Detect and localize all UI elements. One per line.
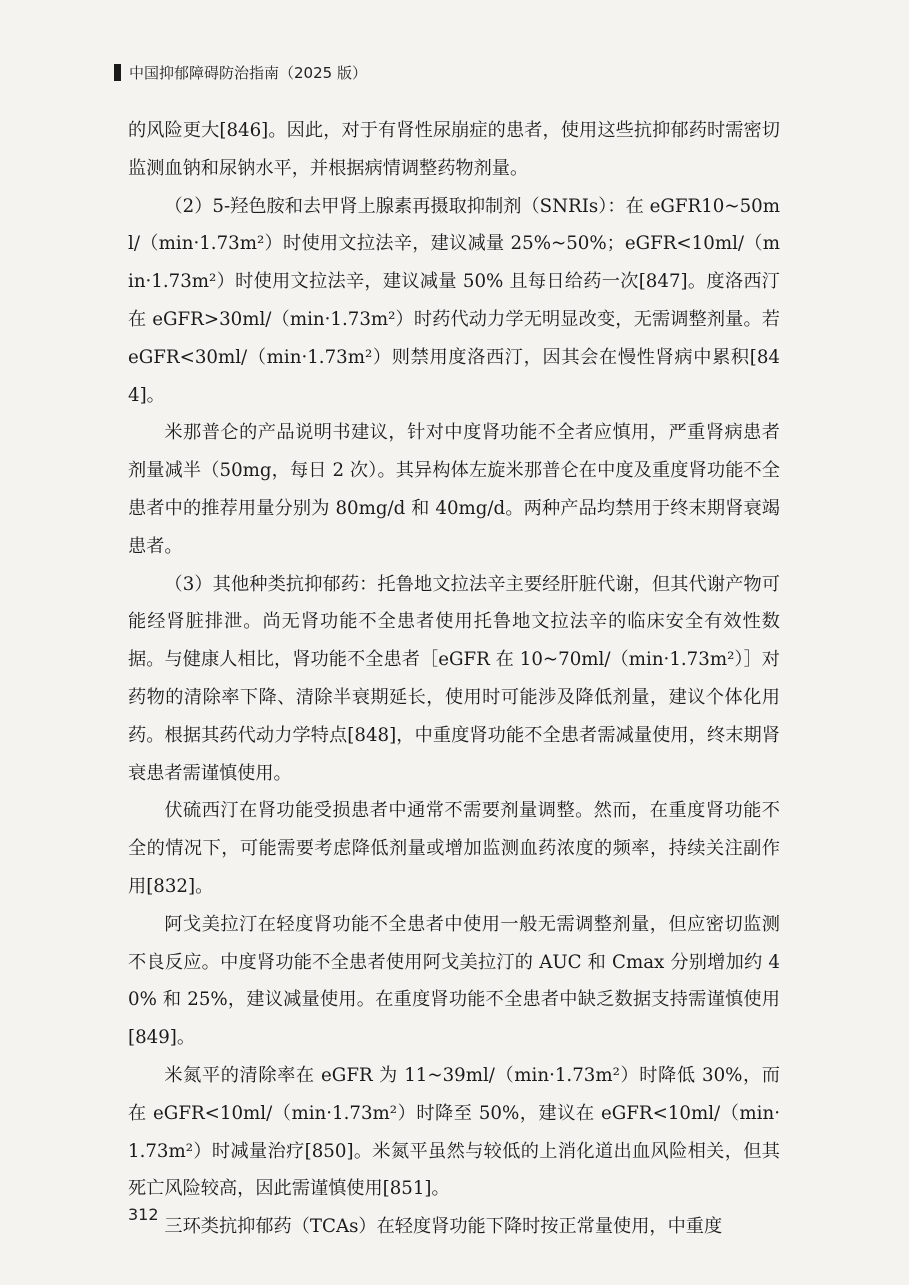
body-text	[128, 112, 780, 1246]
paragraph: 三环类抗抑郁药（TCAs）在轻度肾功能下降时按正常量使用，中重度	[164, 1216, 723, 1238]
header-title: 中国抑郁障碍防治指南（2025 版）	[129, 64, 367, 82]
paragraph: 伏硫西汀在肾功能受损患者中通常不需要剂量调整。然而，在重度肾功能不全的情况下，可能需要考虑降低剂量或增加监测血药浓度的频率，持续关注副作用[832]。	[128, 800, 780, 897]
paragraph: （2）5-羟色胺和去甲肾上腺素再摄取抑制剂（SNRIs）：在 eGFR10~50ml/（min·1.73m²）时使用文拉法辛，建议减量 25%~50%；eGFR<10ml/（min·1.73m²）时使用文拉法辛，建议减量 50% 且每日给药一次[847]。度洛西汀在 eGFR>30ml/（min·1.73m²）时药代动力学无明显改变，无需调整剂量。若 eGFR<30ml/（min·1.73m²）则禁用度洛西汀，因其会在慢性肾病中累积[844]。	[128, 195, 780, 406]
paragraph: 米氮平的清除率在 eGFR 为 11~39ml/（min·1.73m²）时降低 30%，而在 eGFR<10ml/（min·1.73m²）时降至 50%，建议在 eGFR<10ml/（min·1.73m²）时减量治疗[850]。米氮平虽然与较低的上消化道出血风险相关，但其死亡风险较高，因此需谨慎使用[851]。	[128, 1064, 780, 1200]
running-header	[114, 62, 367, 83]
header-marker	[114, 64, 121, 81]
paragraph: 的风险更大[846]。因此，对于有肾性尿崩症的患者，使用这些抗抑郁药时需密切监测血钠和尿钠水平，并根据病情调整药物剂量。	[128, 120, 780, 179]
page-number: 312	[128, 1205, 159, 1224]
paragraph: 阿戈美拉汀在轻度肾功能不全患者中使用一般无需调整剂量，但应密切监测不良反应。中度肾功能不全患者使用阿戈美拉汀的 AUC 和 Cmax 分别增加约 40% 和 25%，建议减量使用。在重度肾功能不全患者中缺乏数据支持需谨慎使用[849]。	[128, 913, 780, 1049]
paragraph: （3）其他种类抗抑郁药：托鲁地文拉法辛主要经肝脏代谢，但其代谢产物可能经肾脏排泄。尚无肾功能不全患者使用托鲁地文拉法辛的临床安全有效性数据。与健康人相比，肾功能不全患者［eGFR 在 10~70ml/（min·1.73m²）］对药物的清除率下降、清除半衰期延长，使用时可能涉及降低剂量，建议个体化用药。根据其药代动力学特点[848]，中重度肾功能不全患者需减量使用，终末期肾衰患者需谨慎使用。	[128, 573, 780, 784]
paragraph: 米那普仑的产品说明书建议，针对中度肾功能不全者应慎用，严重肾病患者剂量减半（50mg，每日 2 次）。其异构体左旋米那普仑在中度及重度肾功能不全患者中的推荐用量分别为 80mg/d 和 40mg/d。两种产品均禁用于终末期肾衰竭患者。	[128, 422, 780, 557]
